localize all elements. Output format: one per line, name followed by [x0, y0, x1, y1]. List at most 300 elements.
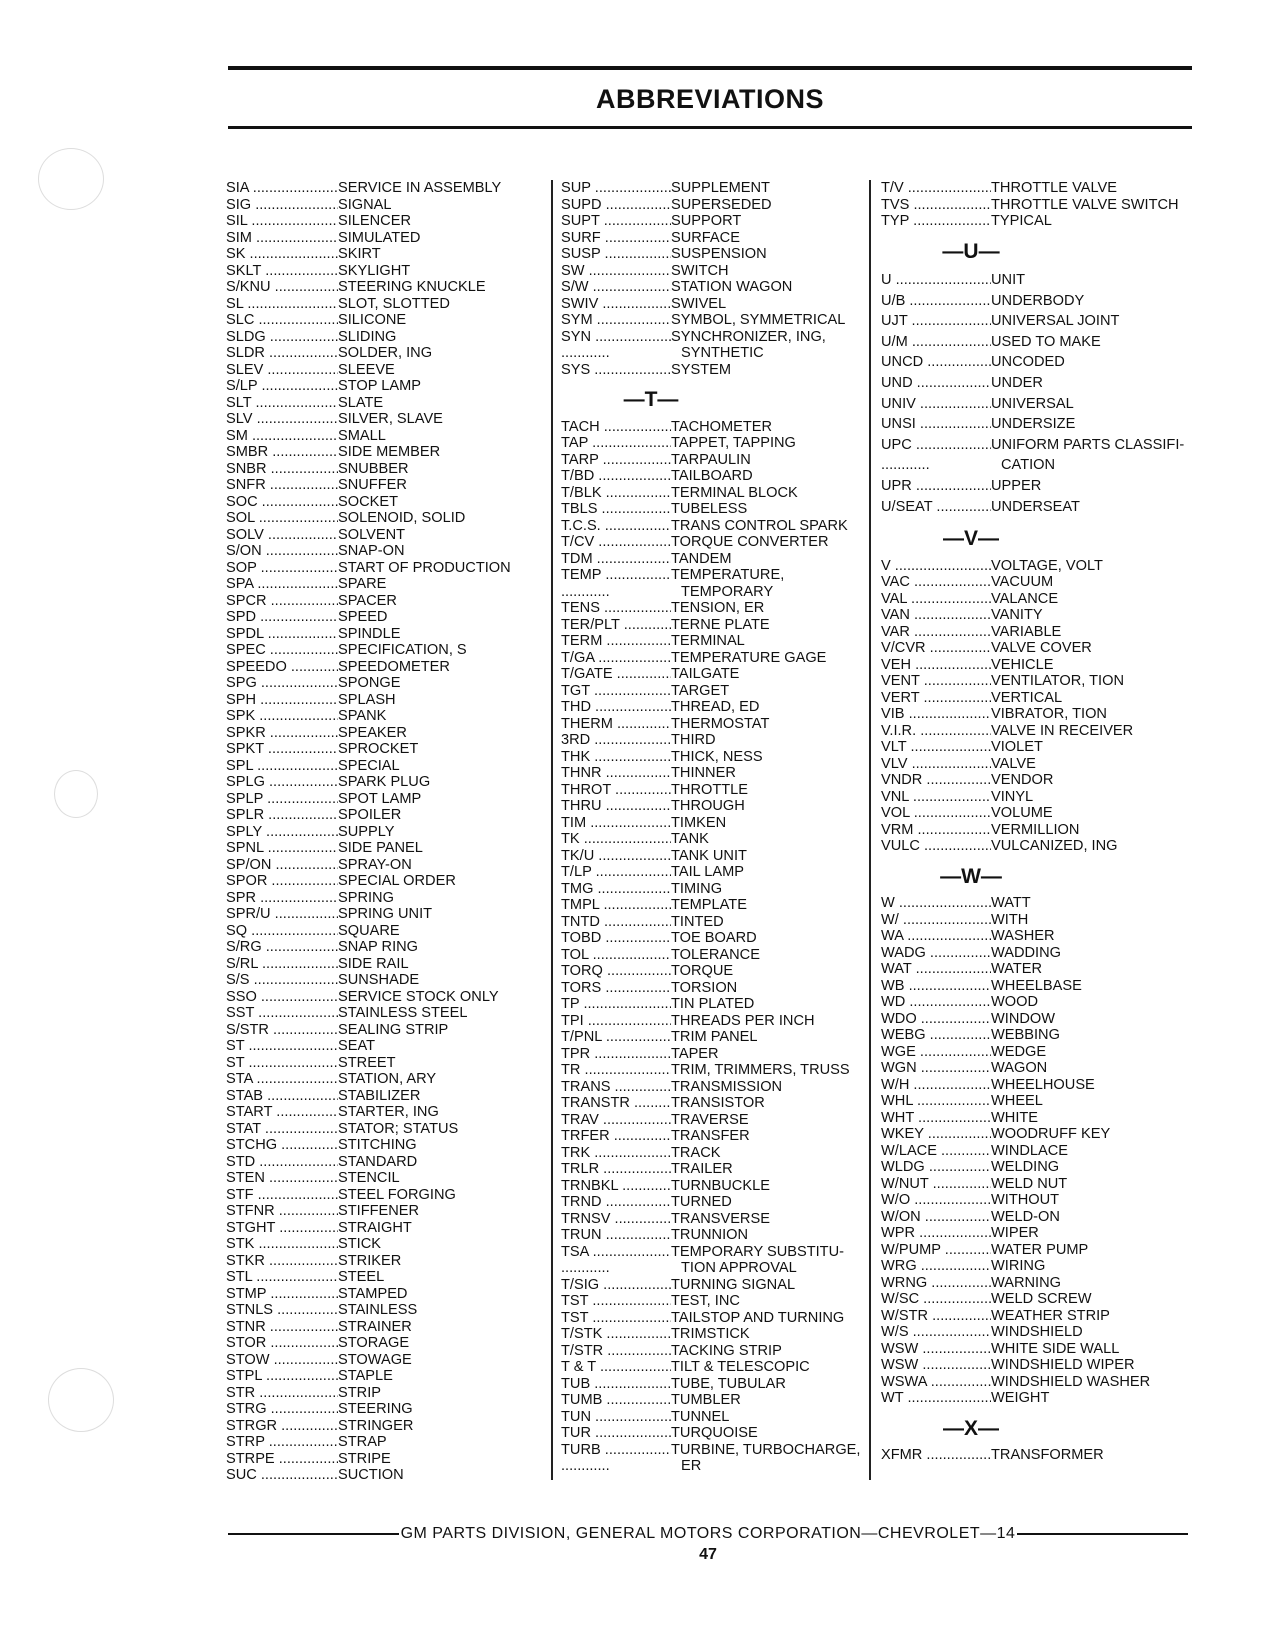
abbreviation-entry	[561, 1442, 861, 1459]
abbreviation-code: WHL .....	[881, 1093, 991, 1110]
abbreviation-meaning: STARTER, ING	[338, 1104, 439, 1120]
abbreviation-entry	[561, 881, 861, 898]
abbreviation-meaning: SPARE	[338, 576, 387, 592]
abbreviation-meaning: WELD SCREW	[991, 1291, 1092, 1308]
abbreviation-code: SIA .....	[226, 180, 338, 197]
abbreviation-meaning: TRAVERSE	[671, 1111, 749, 1128]
abbreviation-entry	[881, 805, 1191, 822]
abbreviation-entry	[561, 1211, 861, 1228]
abbreviation-meaning: TURNBUCKLE	[671, 1177, 770, 1194]
abbreviation-code: STRPE .....	[226, 1451, 338, 1468]
abbreviation-meaning: STABILIZER	[338, 1087, 421, 1104]
abbreviation-meaning: THROTTLE VALVE SWITCH	[991, 196, 1179, 213]
abbreviation-meaning: TRANSVERSE	[671, 1210, 770, 1227]
abbreviation-entry	[561, 666, 861, 683]
abbreviation-meaning: TUBELESS	[671, 501, 748, 517]
abbreviation-meaning: SQUARE	[338, 922, 400, 939]
abbreviation-code: SKLT .....	[226, 263, 338, 280]
abbreviation-entry	[226, 774, 546, 791]
abbreviation-entry	[561, 468, 861, 485]
abbreviation-meaning: SPECIFICATION, S	[338, 642, 467, 658]
abbreviation-code: SLC .....	[226, 312, 338, 329]
abbreviation-meaning: WOODRUFF KEY	[991, 1126, 1111, 1143]
abbreviation-meaning: SKYLIGHT	[338, 262, 411, 279]
abbreviation-entry	[561, 1112, 861, 1129]
abbreviation-meaning: TRAILER	[671, 1161, 733, 1177]
abbreviation-entry	[226, 1286, 546, 1303]
abbreviation-meaning: WINDOW	[991, 1010, 1056, 1027]
abbreviation-meaning: WELD NUT	[991, 1175, 1068, 1192]
abbreviation-meaning: SPINDLE	[338, 625, 401, 642]
abbreviation-entry	[226, 609, 546, 626]
abbreviation-meaning: SOLVENT	[338, 526, 406, 543]
abbreviation-entry	[561, 1376, 861, 1393]
abbreviation-code: TOL .....	[561, 947, 671, 964]
abbreviation-code: WADG .....	[881, 945, 991, 962]
abbreviation-code: VULC .....	[881, 838, 991, 855]
abbreviation-code: W/O .....	[881, 1192, 991, 1209]
abbreviation-entry	[226, 1434, 546, 1451]
abbreviation-meaning: TORQUE	[671, 963, 734, 979]
abbreviation-meaning: CATION	[1001, 457, 1056, 474]
abbreviation-entry	[881, 1341, 1191, 1358]
abbreviation-entry	[226, 213, 546, 230]
abbreviation-meaning: TURBINE, TURBOCHARGE,	[671, 1441, 861, 1458]
abbreviation-code: WA .....	[881, 928, 991, 945]
abbreviation-code: W/S .....	[881, 1324, 991, 1341]
abbreviation-meaning: TRANSISTOR	[671, 1095, 765, 1111]
abbreviation-code: TDM .....	[561, 551, 671, 568]
abbreviation-code: TP .....	[561, 996, 671, 1013]
abbreviation-entry	[561, 452, 861, 469]
abbreviation-meaning: VIOLET	[991, 739, 1043, 756]
abbreviation-code: V .....	[881, 558, 991, 575]
abbreviation-entry	[881, 1093, 1191, 1110]
abbreviation-entry	[226, 329, 546, 346]
abbreviation-code: SLT .....	[226, 395, 338, 412]
abbreviation-code: WGN .....	[881, 1060, 991, 1077]
abbreviation-meaning: VANITY	[991, 607, 1043, 624]
abbreviation-entry	[881, 1209, 1191, 1226]
abbreviation-code: SPD .....	[226, 609, 338, 626]
abbreviation-code: T/BD .....	[561, 468, 671, 485]
abbreviation-meaning: TIN PLATED	[671, 996, 755, 1012]
abbreviation-entry	[226, 725, 546, 742]
abbreviation-code: U/B .....	[881, 291, 991, 312]
abbreviation-entry	[226, 543, 546, 560]
abbreviation-code: TACH .....	[561, 419, 671, 436]
abbreviation-entry	[881, 607, 1191, 624]
abbreviation-entry	[226, 1352, 546, 1369]
abbreviation-meaning: SOLDER, ING	[338, 345, 433, 361]
abbreviation-entry	[561, 1359, 861, 1376]
abbreviation-meaning: SPRING	[338, 889, 394, 906]
abbreviation-code: S/S .....	[226, 972, 338, 989]
abbreviation-entry	[561, 263, 861, 280]
abbreviation-meaning: TUMBLER	[671, 1392, 741, 1408]
abbreviation-entry	[561, 1277, 861, 1294]
abbreviation-code: WLDG .....	[881, 1159, 991, 1176]
abbreviation-entry	[561, 749, 861, 766]
abbreviation-entry	[226, 230, 546, 247]
abbreviation-meaning: START OF PRODUCTION	[338, 559, 511, 576]
abbreviation-code: TGT .....	[561, 683, 671, 700]
abbreviation-entry	[881, 1291, 1191, 1308]
abbreviation-meaning: TEST, INC	[671, 1293, 740, 1309]
abbreviation-entry	[881, 476, 1191, 497]
abbreviation-code: T/CV .....	[561, 534, 671, 551]
abbreviation-entry	[561, 1392, 861, 1409]
abbreviation-meaning: SNAP RING	[338, 939, 419, 955]
abbreviation-code: SPLR .....	[226, 807, 338, 824]
abbreviation-meaning: THINNER	[671, 765, 736, 781]
abbreviation-entry	[881, 928, 1191, 945]
abbreviation-meaning: ER	[681, 1458, 702, 1474]
abbreviation-entry	[561, 782, 861, 799]
abbreviation-code: START .....	[226, 1104, 338, 1121]
abbreviation-meaning: THICK, NESS	[671, 748, 763, 765]
abbreviation-entry	[561, 897, 861, 914]
abbreviation-code: STOW .....	[226, 1352, 338, 1369]
abbreviation-entry	[561, 650, 861, 667]
abbreviation-code: STNLS .....	[226, 1302, 338, 1319]
abbreviation-meaning: TUBE, TUBULAR	[671, 1375, 786, 1392]
abbreviation-meaning: SILICONE	[338, 312, 407, 328]
abbreviation-meaning: TEMPLATE	[671, 897, 747, 913]
abbreviation-entry	[561, 798, 861, 815]
abbreviation-entry	[561, 980, 861, 997]
abbreviation-meaning: TERNE PLATE	[671, 616, 770, 633]
abbreviation-entry	[561, 180, 861, 197]
abbreviation-meaning: STAINLESS STEEL	[338, 1005, 468, 1021]
abbreviation-code: TOBD .....	[561, 930, 671, 947]
abbreviation-entry	[226, 1154, 546, 1171]
abbreviation-code: TRND .....	[561, 1194, 671, 1211]
abbreviation-entry	[226, 246, 546, 263]
abbreviation-meaning: WATER	[991, 961, 1043, 978]
abbreviation-code: SPEC .....	[226, 642, 338, 659]
abbreviation-code: S/STR .....	[226, 1022, 338, 1039]
abbreviation-entry	[881, 822, 1191, 839]
abbreviation-code: STRG .....	[226, 1401, 338, 1418]
abbreviation-code: SLV .....	[226, 411, 338, 428]
abbreviation-entry	[561, 864, 861, 881]
page-number: 47	[699, 1546, 717, 1563]
abbreviation-meaning: TAIL LAMP	[671, 864, 744, 880]
abbreviation-meaning: SERVICE STOCK ONLY	[338, 988, 499, 1005]
abbreviation-meaning: TURNING SIGNAL	[671, 1276, 796, 1293]
abbreviation-meaning: WITH	[991, 911, 1029, 928]
abbreviation-code: VLT .....	[881, 739, 991, 756]
abbreviation-code: TRFER .....	[561, 1128, 671, 1145]
abbreviation-entry	[881, 1110, 1191, 1127]
abbreviation-entry	[881, 1324, 1191, 1341]
abbreviation-code: W/STR .....	[881, 1308, 991, 1325]
abbreviation-code: UND .....	[881, 373, 991, 394]
abbreviation-code: SPL .....	[226, 758, 338, 775]
abbreviation-entry	[226, 708, 546, 725]
abbreviation-entry	[561, 1079, 861, 1096]
abbreviation-entry	[561, 930, 861, 947]
abbreviation-code: S/LP .....	[226, 378, 338, 395]
abbreviation-entry	[226, 560, 546, 577]
abbreviation-entry	[226, 807, 546, 824]
abbreviation-meaning: SNUFFER	[338, 477, 407, 493]
abbreviation-code: TST .....	[561, 1310, 671, 1327]
abbreviation-meaning: SIMULATED	[338, 229, 421, 246]
abbreviation-entry	[226, 1467, 546, 1484]
abbreviation-entry	[881, 1143, 1191, 1160]
abbreviation-code: STEN .....	[226, 1170, 338, 1187]
abbreviation-entry	[561, 197, 861, 214]
abbreviation-meaning: VINYL	[991, 788, 1034, 805]
abbreviation-code: W/SC .....	[881, 1291, 991, 1308]
abbreviation-entry	[226, 1319, 546, 1336]
abbreviation-code: WD .....	[881, 994, 991, 1011]
abbreviation-entry	[561, 765, 861, 782]
abbreviation-meaning: SPEEDOMETER	[338, 658, 450, 675]
abbreviation-code: SP/ON .....	[226, 857, 338, 874]
abbreviation-entry	[226, 1418, 546, 1435]
abbreviation-entry	[226, 1104, 546, 1121]
abbreviation-meaning: STAMPED	[338, 1285, 408, 1302]
abbreviation-entry	[561, 551, 861, 568]
abbreviation-meaning: WEATHER STRIP	[991, 1307, 1110, 1324]
abbreviation-code: SURF .....	[561, 230, 671, 247]
abbreviation-code: WHT .....	[881, 1110, 991, 1127]
abbreviation-code: SPR .....	[226, 890, 338, 907]
entry-list-x	[881, 1447, 1191, 1464]
abbreviation-meaning: TERMINAL	[671, 633, 745, 649]
abbreviation-meaning: WELD-ON	[991, 1208, 1060, 1225]
abbreviation-entry	[226, 873, 546, 890]
abbreviation-code: TNTD .....	[561, 914, 671, 931]
abbreviation-meaning: STREET	[338, 1054, 396, 1071]
abbreviation-code: VRM .....	[881, 822, 991, 839]
abbreviation-code	[561, 1260, 671, 1277]
abbreviation-code: STFNR .....	[226, 1203, 338, 1220]
abbreviation-entry	[226, 923, 546, 940]
abbreviation-code: UPR .....	[881, 476, 991, 497]
abbreviation-meaning: STANDARD	[338, 1153, 418, 1170]
abbreviation-entry	[561, 996, 861, 1013]
abbreviation-code: TSA .....	[561, 1244, 671, 1261]
column-divider	[551, 180, 553, 1480]
abbreviation-entry	[561, 947, 861, 964]
abbreviation-meaning: TEMPERATURE,	[671, 567, 785, 583]
abbreviation-code: V.I.R. .....	[881, 723, 991, 740]
abbreviation-code: ST .....	[226, 1038, 338, 1055]
abbreviation-code: T/GA .....	[561, 650, 671, 667]
abbreviation-meaning: WADDING	[991, 944, 1061, 961]
abbreviation-meaning: WHEEL	[991, 1093, 1043, 1110]
abbreviation-entry	[561, 1029, 861, 1046]
abbreviation-meaning: VARIABLE	[991, 623, 1062, 640]
abbreviation-entry	[881, 1275, 1191, 1292]
abbreviation-entry	[226, 428, 546, 445]
abbreviation-code: T/BLK .....	[561, 485, 671, 502]
abbreviation-code: SPLP .....	[226, 791, 338, 808]
abbreviation-entry	[561, 435, 861, 452]
abbreviation-meaning: THIRD	[671, 732, 716, 748]
abbreviation-entry	[226, 279, 546, 296]
abbreviation-entry	[226, 510, 546, 527]
footer-text: GM PARTS DIVISION, GENERAL MOTORS CORPORATION—CHEVROLET—14	[400, 1525, 1016, 1542]
abbreviation-code: TENS .....	[561, 600, 671, 617]
abbreviation-code: STD .....	[226, 1154, 338, 1171]
abbreviation-entry	[881, 414, 1191, 435]
abbreviation-meaning: TACHOMETER	[671, 418, 773, 435]
abbreviation-code: TUN .....	[561, 1409, 671, 1426]
abbreviation-entry	[561, 1293, 861, 1310]
abbreviation-entry	[881, 574, 1191, 591]
abbreviation-meaning: TAPER	[671, 1045, 719, 1062]
abbreviation-code: TPI .....	[561, 1013, 671, 1030]
column-divider	[869, 180, 871, 1480]
abbreviation-meaning: STIFFENER	[338, 1203, 420, 1219]
abbreviation-meaning: STENCIL	[338, 1170, 400, 1186]
abbreviation-meaning: SUSPENSION	[671, 246, 767, 262]
abbreviation-entry	[226, 1022, 546, 1039]
abbreviation-code: STAB .....	[226, 1088, 338, 1105]
abbreviation-code: SMBR .....	[226, 444, 338, 461]
abbreviation-meaning: TOLERANCE	[671, 946, 760, 963]
abbreviation-entry	[561, 230, 861, 247]
abbreviation-meaning: WHEELBASE	[991, 977, 1082, 994]
abbreviation-entry	[881, 895, 1191, 912]
abbreviation-entry	[881, 1011, 1191, 1028]
abbreviation-code: TRANS .....	[561, 1079, 671, 1096]
abbreviation-meaning: TAILSTOP AND TURNING	[671, 1309, 845, 1326]
abbreviation-code: WSW .....	[881, 1341, 991, 1358]
abbreviation-code: VOL .....	[881, 805, 991, 822]
abbreviation-code: SNFR .....	[226, 477, 338, 494]
abbreviation-code: SPOR .....	[226, 873, 338, 890]
abbreviation-code: STF .....	[226, 1187, 338, 1204]
abbreviation-entry	[561, 246, 861, 263]
abbreviation-code: TRANSTR .....	[561, 1095, 671, 1112]
abbreviation-entry	[226, 477, 546, 494]
abbreviation-code: STL .....	[226, 1269, 338, 1286]
abbreviation-code: TUB .....	[561, 1376, 671, 1393]
abbreviation-code: VAR .....	[881, 624, 991, 641]
abbreviation-entry	[226, 659, 546, 676]
abbreviation-code: SPCR .....	[226, 593, 338, 610]
abbreviation-entry	[561, 716, 861, 733]
abbreviation-entry	[881, 1242, 1191, 1259]
abbreviation-entry	[881, 961, 1191, 978]
abbreviation-meaning: TARGET	[671, 682, 730, 699]
abbreviation-meaning: TARPAULIN	[671, 451, 751, 468]
entry-list-w	[881, 895, 1191, 1407]
abbreviation-meaning: SNAP-ON	[338, 543, 405, 559]
footer	[228, 1525, 1188, 1543]
abbreviation-code: W/H .....	[881, 1077, 991, 1094]
abbreviation-entry	[226, 840, 546, 857]
abbreviation-entry	[881, 978, 1191, 995]
abbreviation-entry	[226, 675, 546, 692]
abbreviation-code: STRGR .....	[226, 1418, 338, 1435]
abbreviation-entry	[881, 838, 1191, 855]
abbreviation-meaning: THROTTLE VALVE	[991, 180, 1117, 196]
abbreviation-code: TORQ .....	[561, 963, 671, 980]
abbreviation-entry	[226, 1088, 546, 1105]
abbreviation-entry	[881, 657, 1191, 674]
abbreviation-meaning: STRAINER	[338, 1318, 412, 1335]
abbreviation-column-1	[226, 180, 546, 1484]
abbreviation-meaning: STEEL	[338, 1269, 385, 1285]
abbreviation-entry	[561, 1095, 861, 1112]
abbreviation-entry	[561, 501, 861, 518]
abbreviation-entry	[226, 642, 546, 659]
abbreviation-meaning: TURQUOISE	[671, 1425, 758, 1441]
abbreviation-meaning: STORAGE	[338, 1335, 410, 1351]
abbreviation-entry	[226, 312, 546, 329]
abbreviation-entry	[881, 311, 1191, 332]
abbreviation-code: VIB .....	[881, 706, 991, 723]
abbreviation-entry	[881, 1308, 1191, 1325]
abbreviation-code: U .....	[881, 270, 991, 291]
abbreviation-meaning: STEEL FORGING	[338, 1186, 456, 1203]
abbreviation-code: STMP .....	[226, 1286, 338, 1303]
abbreviation-meaning: TAILGATE	[671, 666, 740, 682]
abbreviation-meaning: WHITE	[991, 1109, 1039, 1126]
abbreviation-meaning: SPONGE	[338, 675, 401, 691]
abbreviation-entry	[561, 914, 861, 931]
abbreviation-code: WSWA .....	[881, 1374, 991, 1391]
abbreviation-entry	[226, 972, 546, 989]
abbreviation-entry	[881, 723, 1191, 740]
abbreviation-meaning: STATION WAGON	[671, 279, 793, 295]
abbreviation-meaning: WATT	[991, 895, 1031, 912]
abbreviation-column-2	[561, 180, 861, 1475]
abbreviation-code: SPEEDO .....	[226, 659, 338, 676]
abbreviation-entry	[226, 362, 546, 379]
abbreviation-meaning: STITCHING	[338, 1137, 417, 1153]
abbreviation-code: SPG .....	[226, 675, 338, 692]
abbreviation-meaning: SIGNAL	[338, 196, 392, 213]
abbreviation-meaning: VIBRATOR, TION	[991, 706, 1107, 723]
abbreviation-meaning: VOLTAGE, VOLT	[991, 557, 1103, 574]
abbreviation-meaning: TENSION, ER	[671, 600, 765, 616]
abbreviation-code	[561, 1458, 671, 1475]
abbreviation-code: W .....	[881, 895, 991, 912]
entry-list-t-continued	[881, 180, 1191, 230]
abbreviation-entry	[561, 312, 861, 329]
abbreviation-meaning: TYPICAL	[991, 213, 1052, 229]
abbreviation-meaning: SNUBBER	[338, 460, 409, 477]
abbreviation-meaning: SUNSHADE	[338, 972, 420, 988]
abbreviation-code: SUSP .....	[561, 246, 671, 263]
abbreviation-code: SYN .....	[561, 329, 671, 346]
abbreviation-code: XFMR .....	[881, 1447, 991, 1464]
abbreviation-entry	[561, 683, 861, 700]
abbreviation-entry	[226, 1220, 546, 1237]
section-heading-x: —X—	[942, 1416, 999, 1440]
abbreviation-entry	[561, 584, 861, 601]
abbreviation-code: TURB .....	[561, 1442, 671, 1459]
abbreviation-meaning: STRIP	[338, 1384, 381, 1401]
abbreviation-meaning: STOP LAMP	[338, 378, 422, 394]
abbreviation-code: TER/PLT .....	[561, 617, 671, 634]
abbreviation-code: UJT .....	[881, 311, 991, 332]
abbreviation-entry	[226, 345, 546, 362]
abbreviation-entry	[881, 1390, 1191, 1407]
abbreviation-meaning: TACKING STRIP	[671, 1342, 782, 1359]
abbreviation-entry	[561, 1161, 861, 1178]
abbreviation-meaning: UPPER	[991, 477, 1042, 494]
footer-rule-left	[228, 1533, 399, 1535]
